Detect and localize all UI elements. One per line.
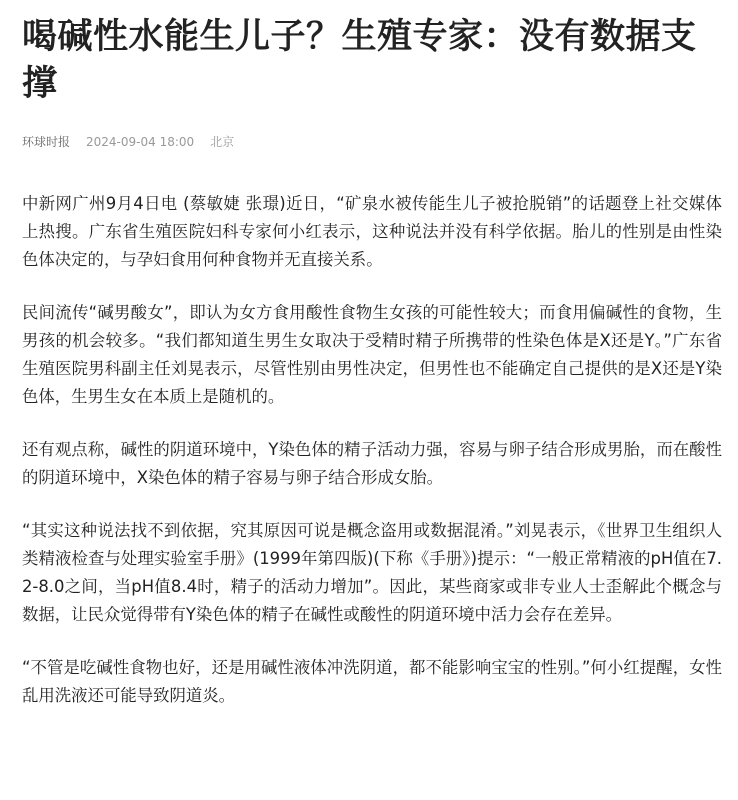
- source-link[interactable]: 环球时报: [22, 135, 71, 149]
- paragraph-3: 还有观点称，碱性的阴道环境中，Y染色体的精子活动力强，容易与卵子结合形成男胎，而在酸性的阴道环境中，X染色体的精子容易与卵子结合形成女胎。: [22, 440, 722, 487]
- article-title: 喝碱性水能生儿子？生殖专家：没有数据支撑: [22, 17, 697, 104]
- publish-location: 北京: [210, 135, 235, 149]
- article-meta: [22, 134, 722, 150]
- article: [22, 0, 722, 735]
- paragraph-2: 民间流传“碱男酸女”，即认为女方食用酸性食物生女孩的可能性较大；而食用偏碱性的食物，生男孩的机会较多。“我们都知道生男生女取决于受精时精子所携带的性染色体是X还是Y。”广东省生殖医院男科副主任刘晃表示，尽管性别由男性决定，但男性也不能确定自己提供的是X还是Y染色体，生男生女在本质上是随机的。: [22, 303, 722, 406]
- paragraph-4: “其实这种说法找不到依据，究其原因可说是概念盗用或数据混淆。”刘晃表示，《世界卫生组织人类精液检查与处理实验室手册》(1999年第四版)(下称《手册》)提示：“一般正常精液的pH值在7.2-8.0之间，当pH值8.4时，精子的活动力增加”。因此，某些商家或非专业人士歪解此个概念与数据，让民众觉得带有Y染色体的精子在碱性或酸性的阴道环境中活力会存在差异。: [22, 521, 722, 624]
- article-body: [22, 190, 722, 710]
- paragraph-1: 中新网广州9月4日电 (蔡敏婕 张璟)近日，“矿泉水被传能生儿子被抢脱销”的话题登上社交媒体上热搜。广东省生殖医院妇科专家何小红表示，这种说法并没有科学依据。胎儿的性别是由性染色体决定的，与孕妇食用何种食物并无直接关系。: [22, 194, 722, 269]
- paragraph-5: “不管是吃碱性食物也好，还是用碱性液体冲洗阴道，都不能影响宝宝的性别。”何小红提醒，女性乱用洗液还可能导致阴道炎。: [22, 658, 722, 705]
- publish-date: 2024-09-04 18:00: [86, 135, 195, 149]
